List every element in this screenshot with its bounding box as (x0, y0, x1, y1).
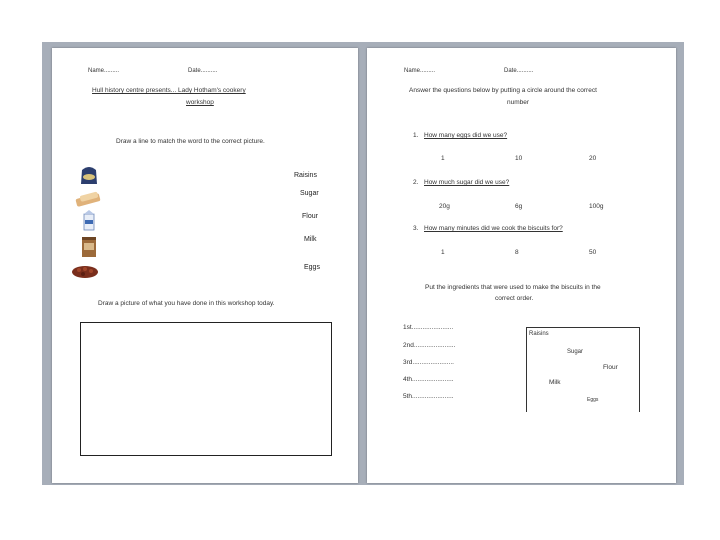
answer-option[interactable]: 100g (589, 203, 604, 210)
word-raisins: Raisins (294, 172, 317, 179)
box-word-milk: Milk (549, 379, 561, 386)
instructions-intro: Answer the questions below by putting a circle around the correct (409, 87, 597, 94)
order-line-3rd[interactable]: 3rd....................... (403, 359, 454, 366)
date-label: Date.......... (504, 68, 534, 74)
order-instruction-line2: correct order. (495, 295, 534, 302)
question-number: 3. (413, 225, 419, 232)
match-instruction: Draw a line to match the word to the correct picture. (116, 138, 265, 145)
worksheet-page-left (52, 48, 358, 483)
box-word-sugar: Sugar (567, 349, 584, 355)
box-word-flour: Flour (603, 364, 618, 371)
order-instruction: Put the ingredients that were used to make the biscuits in the (425, 284, 601, 291)
order-line-4th[interactable]: 4th....................... (403, 376, 454, 383)
ingredient-word-box (526, 327, 640, 412)
answer-option[interactable]: 20 (589, 155, 597, 162)
order-line-1st[interactable]: 1st....................... (403, 324, 454, 331)
question-number: 2. (413, 179, 419, 186)
question-text: How many eggs did we use? (424, 132, 508, 139)
answer-option[interactable]: 1 (441, 249, 445, 256)
box-word-eggs: Eggs (587, 397, 599, 403)
raisins-picture (70, 262, 100, 280)
answer-option[interactable]: 50 (589, 249, 597, 256)
box-word-raisins: Raisins (529, 331, 549, 337)
word-milk: Milk (304, 236, 317, 243)
word-eggs: Eggs (304, 264, 320, 271)
question-text: How much sugar did we use? (424, 179, 510, 186)
answer-option[interactable]: 1 (441, 155, 445, 162)
drawing-box[interactable] (80, 322, 332, 456)
draw-instruction: Draw a picture of what you have done in this workshop today. (98, 300, 275, 307)
question-text: How many minutes did we cook the biscuits for? (424, 225, 563, 232)
order-line-5th[interactable]: 5th....................... (403, 393, 454, 400)
milk-carton-picture (78, 210, 100, 232)
word-sugar: Sugar (300, 190, 319, 197)
worksheet-title-line2: workshop (186, 99, 214, 106)
order-line-2nd[interactable]: 2nd....................... (403, 342, 456, 349)
name-label: Name......... (404, 68, 436, 74)
worksheet-page-right (367, 48, 676, 483)
answer-option[interactable]: 10 (515, 155, 523, 162)
answer-option[interactable]: 8 (515, 249, 519, 256)
question-number: 1. (413, 132, 419, 139)
biscuits-picture (74, 191, 104, 207)
answer-option[interactable]: 6g (515, 203, 523, 210)
date-label: Date.......... (188, 68, 218, 74)
flour-bag-picture (78, 235, 100, 259)
worksheet-title: Hull history centre presents... Lady Hotham's cookery (92, 87, 246, 94)
name-label: Name......... (88, 68, 120, 74)
instructions-intro-line2: number (507, 99, 530, 106)
word-flour: Flour (302, 213, 318, 220)
answer-option[interactable]: 20g (439, 203, 450, 210)
sugar-bag-picture (78, 164, 100, 186)
